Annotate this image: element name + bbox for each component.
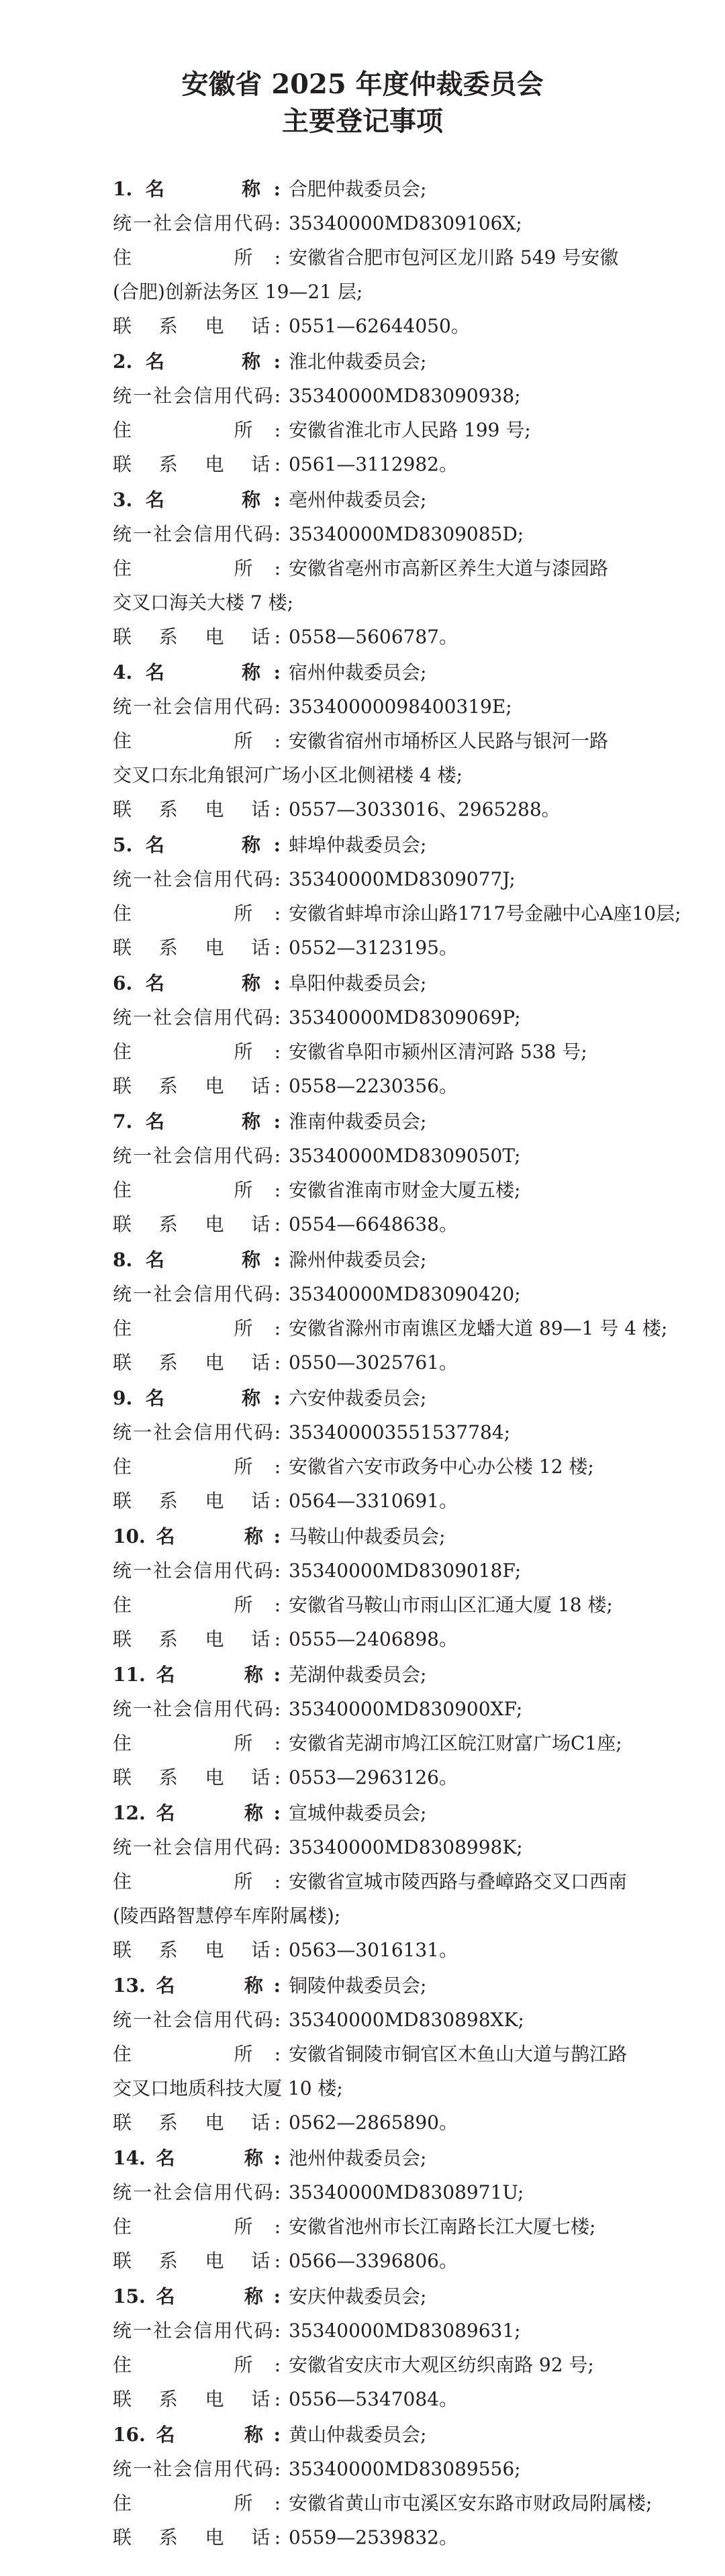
entry-address-cont — [113, 758, 650, 792]
entry-phone — [113, 1484, 650, 1518]
arbitration-entry — [113, 966, 650, 1103]
entry-name-value: 宿州仲裁委员会; — [289, 661, 427, 683]
entry-name — [113, 172, 650, 206]
entry-credit-code — [113, 2003, 650, 2037]
entry-phone — [113, 2382, 650, 2416]
entry-name-value: 池州仲裁委员会; — [289, 2147, 427, 2169]
entry-credit-code-label: 统一社会信用代码: — [113, 1836, 281, 1858]
entry-address-value: 安徽省黄山市屯溪区安东路市财政局附属楼; — [289, 2492, 652, 2514]
entry-address — [113, 1864, 650, 1899]
entry-phone-label: 联 系 电 话: — [113, 315, 281, 337]
entry-credit-code-value: 35340000MD83089631; — [289, 2320, 521, 2342]
entry-phone-label: 联 系 电 话: — [113, 1075, 281, 1097]
entry-address-value: 安徽省亳州市高新区养生大道与漆园路 — [289, 557, 609, 579]
entry-name-label: 1.名 称: — [113, 178, 281, 200]
entry-phone-value: 0562—2865890。 — [289, 2111, 458, 2134]
entry-credit-code-label: 统一社会信用代码: — [113, 385, 281, 407]
entry-phone-label: 联 系 电 话: — [113, 1351, 281, 1374]
entry-credit-code — [113, 862, 650, 896]
entry-address — [113, 1449, 650, 1484]
entry-phone-label: 联 系 电 话: — [113, 2388, 281, 2410]
arbitration-entry — [113, 1658, 650, 1795]
entry-credit-code — [113, 2175, 650, 2209]
entry-phone-label: 联 系 电 话: — [113, 453, 281, 475]
entry-name — [113, 1243, 650, 1277]
entry-name — [113, 1104, 650, 1139]
entry-address-value: 安徽省六安市政务中心办公楼 12 楼; — [289, 1456, 594, 1478]
entry-phone-label: 联 系 电 话: — [113, 1766, 281, 1788]
entry-address-value: 安徽省铜陵市铜官区木鱼山大道与鹊江路 — [289, 2043, 628, 2065]
document-title — [0, 0, 725, 140]
entry-address-label: 住 所: — [113, 2492, 281, 2514]
entry-name-label: 4.名 称: — [113, 661, 281, 683]
entry-phone-value: 0559—2539832。 — [289, 2526, 458, 2548]
entry-phone-label: 联 系 电 话: — [113, 1939, 281, 1961]
entry-address-label: 住 所: — [113, 1041, 281, 1063]
entry-credit-code — [113, 1554, 650, 1588]
entry-credit-code-label: 统一社会信用代码: — [113, 868, 281, 890]
entry-phone — [113, 1069, 650, 1103]
entry-credit-code-value: 35340000MD8309050T; — [289, 1145, 521, 1167]
entry-credit-code-value: 35340000MD83090420; — [289, 1283, 521, 1305]
entry-address-value: 安徽省马鞍山市雨山区汇通大厦 18 楼; — [289, 1594, 613, 1616]
entry-address — [113, 551, 650, 585]
entry-name-label: 6.名 称: — [113, 972, 281, 994]
entry-credit-code-value: 353400003551537784; — [289, 1421, 511, 1443]
entry-phone-label: 联 系 电 话: — [113, 798, 281, 820]
entry-name-value: 蚌埠仲裁委员会; — [289, 834, 427, 856]
entry-phone — [113, 1622, 650, 1656]
entry-address-label: 住 所: — [113, 1456, 281, 1478]
entry-credit-code-label: 统一社会信用代码: — [113, 1006, 281, 1029]
entry-name-label: 5.名 称: — [113, 834, 281, 856]
entry-name-value: 滁州仲裁委员会; — [289, 1249, 427, 1271]
arbitration-entry — [113, 1381, 650, 1518]
entry-address-label: 住 所: — [113, 1594, 281, 1616]
entry-address-label: 住 所: — [113, 2215, 281, 2238]
entry-credit-code-value: 35340000MD8308998K; — [289, 1836, 523, 1858]
entry-phone — [113, 2520, 650, 2555]
entry-credit-code — [113, 517, 650, 551]
entry-address-value: 安徽省芜湖市鸠江区皖江财富广场C1座; — [289, 1732, 622, 1754]
entry-phone-value: 0554—6648638。 — [289, 1213, 458, 1235]
entry-address — [113, 1035, 650, 1069]
entry-phone — [113, 1207, 650, 1241]
entry-name — [113, 1381, 650, 1415]
entry-credit-code — [113, 1692, 650, 1726]
entry-phone — [113, 1933, 650, 1967]
entry-address-label: 住 所: — [113, 2043, 281, 2065]
entry-address-value: 安徽省安庆市大观区纺织南路 92 号; — [289, 2354, 594, 2376]
arbitration-entry — [113, 828, 681, 965]
entry-address — [113, 413, 650, 447]
entry-phone — [113, 447, 650, 481]
entry-phone-value: 0551—62644050。 — [289, 315, 470, 337]
entry-address — [113, 1588, 650, 1622]
entry-address-label: 住 所: — [113, 419, 281, 441]
entry-address-label: 住 所: — [113, 2354, 281, 2376]
entry-name-value: 淮南仲裁委员会; — [289, 1110, 427, 1133]
arbitration-entry — [113, 344, 650, 481]
entry-credit-code-value: 35340000MD830900XF; — [289, 1698, 523, 1720]
entry-credit-code-value: 35340000MD8309085D; — [289, 523, 524, 545]
entry-credit-code — [113, 1000, 650, 1035]
entry-address-cont — [113, 585, 650, 620]
entry-credit-code-label: 统一社会信用代码: — [113, 1145, 281, 1167]
entry-credit-code-label: 统一社会信用代码: — [113, 1560, 281, 1582]
entry-name-label: 13.名 称: — [113, 1974, 281, 1997]
entry-phone-label: 联 系 电 话: — [113, 626, 281, 648]
entry-address-label: 住 所: — [113, 557, 281, 579]
arbitration-entry — [113, 2418, 650, 2555]
arbitration-entry — [113, 1104, 650, 1241]
entry-phone-value: 0558—2230356。 — [289, 1075, 458, 1097]
entry-credit-code-value: 35340000098400319E; — [289, 696, 512, 718]
entry-phone — [113, 792, 650, 826]
entry-phone-value: 0563—3016131。 — [289, 1939, 458, 1961]
entry-name-label: 12.名 称: — [113, 1802, 281, 1824]
entry-name-label: 7.名 称: — [113, 1110, 281, 1133]
entry-address-value: 安徽省池州市长江南路长江大厦七楼; — [289, 2215, 596, 2238]
entry-address-value: 安徽省宣城市陵西路与叠嶂路交叉口西南 — [289, 1870, 628, 1893]
entry-credit-code — [113, 689, 650, 724]
entry-credit-code-label: 统一社会信用代码: — [113, 2181, 281, 2203]
entry-phone-label: 联 系 电 话: — [113, 1490, 281, 1512]
entry-name — [113, 2141, 650, 2175]
entry-credit-code — [113, 1139, 650, 1173]
entry-credit-code-label: 统一社会信用代码: — [113, 212, 281, 234]
entry-phone-label: 联 系 电 话: — [113, 937, 281, 959]
entry-name — [113, 966, 650, 1000]
entry-name-value: 阜阳仲裁委员会; — [289, 972, 427, 994]
arbitration-entry — [113, 2141, 650, 2278]
entry-address-cont — [113, 275, 650, 309]
entry-phone-value: 0555—2406898。 — [289, 1628, 458, 1650]
entry-credit-code — [113, 206, 650, 240]
entry-phone — [113, 931, 650, 965]
entry-name — [113, 828, 650, 862]
entry-phone — [113, 309, 650, 343]
entry-credit-code — [113, 1277, 650, 1311]
entry-credit-code-value: 35340000MD83089556; — [289, 2458, 521, 2480]
entry-name-label: 15.名 称: — [113, 2285, 281, 2307]
entry-address-label: 住 所: — [113, 246, 281, 269]
entry-address — [113, 240, 650, 275]
entry-address-cont-value: (陵西路智慧停车库附属楼); — [113, 1905, 341, 1927]
entry-phone-value: 0561—3112982。 — [289, 453, 458, 475]
entry-phone-label: 联 系 电 话: — [113, 2526, 281, 2548]
entry-credit-code — [113, 2313, 650, 2348]
entry-address-label: 住 所: — [113, 1317, 281, 1339]
entry-credit-code — [113, 379, 650, 413]
arbitration-entry — [113, 172, 650, 343]
entry-address-cont-value: 交叉口东北角银河广场小区北侧裙楼 4 楼; — [113, 764, 463, 786]
entry-phone — [113, 1345, 650, 1380]
entry-credit-code-value: 35340000MD83090938; — [289, 385, 521, 407]
entry-phone-value: 0566—3396806。 — [289, 2250, 458, 2272]
entry-address — [113, 1726, 650, 1760]
entry-name — [113, 1796, 650, 1830]
entry-name-value: 亳州仲裁委员会; — [289, 489, 427, 511]
entry-phone-value: 0552—3123195。 — [289, 937, 458, 959]
entry-address — [113, 2486, 650, 2520]
entry-credit-code-value: 35340000MD8309069P; — [289, 1006, 521, 1029]
entry-name-label: 2.名 称: — [113, 350, 281, 373]
arbitration-entry — [113, 1968, 650, 2140]
entry-name-label: 16.名 称: — [113, 2424, 281, 2446]
entry-phone-value: 0553—2963126。 — [289, 1766, 458, 1788]
entry-address-cont-value: 交叉口海关大楼 7 楼; — [113, 591, 294, 614]
entry-phone — [113, 2244, 650, 2278]
entry-address-value: 安徽省淮北市人民路 199 号; — [289, 419, 531, 441]
entry-name — [113, 655, 650, 689]
entry-credit-code-value: 35340000MD8308971U; — [289, 2181, 524, 2203]
entry-phone — [113, 2105, 650, 2140]
entry-name-value: 马鞍山仲裁委员会; — [289, 1525, 446, 1547]
entry-name-value: 芜湖仲裁委员会; — [289, 1664, 427, 1686]
entry-phone-label: 联 系 电 话: — [113, 2250, 281, 2272]
entry-phone — [113, 1760, 650, 1795]
entry-address-cont — [113, 1899, 650, 1933]
entry-name-value: 六安仲裁委员会; — [289, 1387, 427, 1409]
entry-credit-code-label: 统一社会信用代码: — [113, 2458, 281, 2480]
entry-credit-code — [113, 2452, 650, 2486]
entry-credit-code-label: 统一社会信用代码: — [113, 2320, 281, 2342]
entry-name-value: 安庆仲裁委员会; — [289, 2285, 427, 2307]
entry-credit-code-label: 统一社会信用代码: — [113, 696, 281, 718]
arbitration-entry — [113, 1519, 650, 1656]
entry-credit-code-label: 统一社会信用代码: — [113, 1283, 281, 1305]
entry-address — [113, 1311, 668, 1345]
entry-credit-code-value: 35340000MD830898XK; — [289, 2009, 524, 2031]
entry-credit-code-label: 统一社会信用代码: — [113, 523, 281, 545]
entry-name — [113, 2418, 650, 2452]
entry-address-value: 安徽省合肥市包河区龙川路 549 号安徽 — [289, 246, 619, 269]
entry-address — [113, 896, 681, 931]
entry-phone-label: 联 系 电 话: — [113, 1628, 281, 1650]
entry-phone-value: 0557—3033016、2965288。 — [289, 798, 561, 820]
entry-name-value: 黄山仲裁委员会; — [289, 2424, 427, 2446]
entry-address — [113, 2209, 650, 2244]
entry-phone-value: 0564—3310691。 — [289, 1490, 458, 1512]
entry-credit-code-value: 35340000MD8309106X; — [289, 212, 522, 234]
entry-address-label: 住 所: — [113, 730, 281, 752]
entry-name-label: 9.名 称: — [113, 1387, 281, 1409]
entry-list — [113, 172, 681, 2556]
entry-address-value: 安徽省蚌埠市涂山路1717号金融中心A座10层; — [289, 902, 681, 924]
entry-address — [113, 1173, 650, 1207]
entry-credit-code-label: 统一社会信用代码: — [113, 1698, 281, 1720]
entry-name-label: 14.名 称: — [113, 2147, 281, 2169]
arbitration-entry — [113, 483, 650, 654]
title-line-1: 安徽省 2025 年度仲裁委员会 — [181, 68, 544, 100]
arbitration-entry — [113, 1796, 650, 1967]
entry-phone-value: 0558—5606787。 — [289, 626, 458, 648]
entry-phone-value: 0556—5347084。 — [289, 2388, 458, 2410]
entry-name — [113, 1968, 650, 2003]
entry-credit-code — [113, 1830, 650, 1864]
entry-name — [113, 483, 650, 517]
entry-address-value: 安徽省滁州市南谯区龙蟠大道 89—1 号 4 楼; — [289, 1317, 668, 1339]
entry-name-label: 8.名 称: — [113, 1249, 281, 1271]
entry-name-label: 11.名 称: — [113, 1664, 281, 1686]
entry-address-cont-value: (合肥)创新法务区 19—21 层; — [113, 281, 363, 303]
entry-phone-label: 联 系 电 话: — [113, 2111, 281, 2134]
entry-credit-code-label: 统一社会信用代码: — [113, 1421, 281, 1443]
arbitration-entry — [113, 2279, 650, 2416]
entry-address-cont — [113, 2071, 650, 2105]
arbitration-entry — [113, 655, 650, 826]
entry-name-value: 淮北仲裁委员会; — [289, 350, 427, 373]
entry-address-label: 住 所: — [113, 1870, 281, 1893]
entry-address-label: 住 所: — [113, 1732, 281, 1754]
entry-name-label: 3.名 称: — [113, 489, 281, 511]
entry-address-cont-value: 交叉口地质科技大厦 10 楼; — [113, 2077, 343, 2099]
entry-name — [113, 1658, 650, 1692]
entry-credit-code-value: 35340000MD8309077J; — [289, 868, 516, 890]
entry-phone — [113, 620, 650, 654]
entry-phone-label: 联 系 电 话: — [113, 1213, 281, 1235]
entry-address-value: 安徽省淮南市财金大厦五楼; — [289, 1179, 521, 1201]
entry-name — [113, 2279, 650, 2313]
entry-phone-value: 0550—3025761。 — [289, 1351, 458, 1374]
entry-address — [113, 2037, 650, 2071]
entry-address-value: 安徽省阜阳市颍州区清河路 538 号; — [289, 1041, 587, 1063]
entry-address — [113, 724, 650, 758]
entry-address-label: 住 所: — [113, 902, 281, 924]
entry-name — [113, 344, 650, 379]
entry-credit-code — [113, 1415, 650, 1449]
entry-credit-code-label: 统一社会信用代码: — [113, 2009, 281, 2031]
entry-address-label: 住 所: — [113, 1179, 281, 1201]
entry-name-value: 铜陵仲裁委员会; — [289, 1974, 427, 1997]
entry-name — [113, 1519, 650, 1554]
entry-name-value: 宣城仲裁委员会; — [289, 1802, 427, 1824]
entry-name-label: 10.名 称: — [113, 1525, 281, 1547]
title-line-2: 主要登记事项 — [282, 105, 443, 137]
entry-address-value: 安徽省宿州市埇桥区人民路与银河一路 — [289, 730, 609, 752]
entry-credit-code-value: 35340000MD8309018F; — [289, 1560, 522, 1582]
entry-name-value: 合肥仲裁委员会; — [289, 178, 427, 200]
entry-address — [113, 2348, 650, 2382]
arbitration-entry — [113, 1243, 668, 1380]
